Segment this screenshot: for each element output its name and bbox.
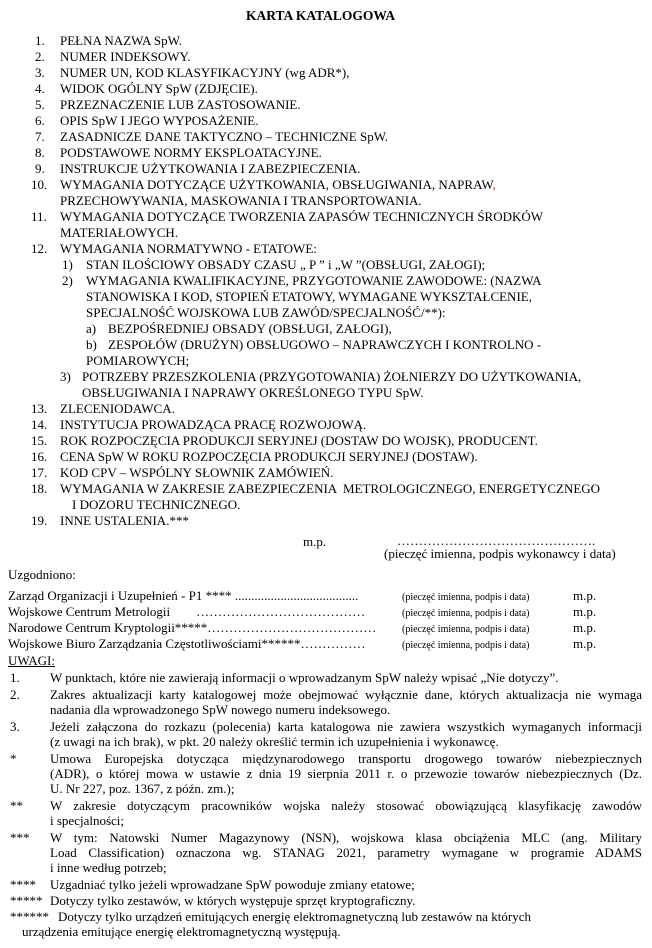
list-num: 18. [31,481,48,496]
list-item-continuation: PRZECHOWYWANIA, MASKOWANIA I TRANSPORTOWANIA. [60,193,422,208]
list-num: 19. [31,513,48,528]
list-item [60,178,496,192]
note-text: Uzgadniać tylko jeżeli wprowadzane SpW powoduje zmiany etatowe; [50,877,415,892]
list-num: 8. [35,145,45,160]
list-item: PEŁNA NAZWA SpW. [60,33,182,48]
approval-row-caption: (pieczęć imienna, podpis i data) [402,592,530,603]
note-text: Dotyczy tylko zestawów, w których występuje sprzęt kryptograficzny. [50,893,416,908]
list-subsubitem: ZESPOŁÓW (DRUŻYN) OBSŁUGOWO – NAPRAWCZYCH I KONTROLNO - [108,337,542,352]
list-num: 9. [35,161,45,176]
list-subitem-continuation: STANOWISKA I KOD, STOPIEŃ ETATOWY, WYMAGANE WYKSZTAŁCENIE, [86,289,532,304]
list-num: 3. [35,65,45,80]
list-item: WYMAGANIA W ZAKRESIE ZABEZPIECZENIA METROLOGICZNEGO, ENERGETYCZNEGO [60,481,601,496]
list-subsubnum: a) [86,321,97,336]
list-item: INSTRUKCJE UŻYTKOWANIA I ZABEZPIECZENIA. [60,161,361,176]
approval-row-name: Narodowe Centrum Kryptologii*****………………………………… [8,620,377,635]
list-subsubnum: b) [86,337,97,352]
note-text-continuation: urządzenia emitujące energię elektromagnetyczną występują. [22,924,341,939]
list-num: 7. [35,129,45,144]
note-mark: * [10,751,17,766]
list-subitem-continuation: OBSŁUGIWANIA I NAPRAWY OKREŚLONEGO TYPU SpW. [82,385,424,400]
note-mark: ** [10,798,23,813]
list-item: INNE USTALENIA.*** [60,513,189,528]
list-item: WIDOK OGÓLNY SpW (ZDJĘCIE). [60,81,258,96]
note-text-continuation: (z uwagi na ich brak), w pkt. 20 należy określić termin ich uzupełnienia i wykonawcę. [50,734,499,749]
approval-row-caption: (pieczęć imienna, podpis i data) [402,624,530,635]
list-num: 13. [31,401,48,416]
note-text-continuation: U. Nr 227, poz. 1367, z późn. zm.); [50,781,235,796]
note-text: W tym: Natowski Numer Magazynowy (NSN), wojskowa klasa obciążenia MLC (ang. Military [50,830,642,845]
list-num: 14. [31,417,48,432]
note-text: Zakres aktualizacji karty katalogowej może obejmować wyłącznie dane, których aktualizacja nie wymaga [50,687,642,702]
approval-row-mp: m.p. [573,620,597,635]
note-mark: 3. [10,719,20,734]
page-title: KARTA KATALOGOWA [246,8,396,23]
approval-row-name: Zarząd Organizacji i Uzupełnień - P1 **** ...................................... [8,588,359,603]
list-subnum: 2) [62,273,73,288]
approval-row-caption: (pieczęć imienna, podpis i data) [402,640,530,651]
note-mark: *** [10,830,30,845]
note-text: Jeżeli załączona do rozkazu (polecenia) karta katalogowa nie zawiera wszystkich wymaganych informacji [50,719,642,734]
list-item: KOD CPV – WSPÓLNY SŁOWNIK ZAMÓWIEŃ. [60,465,334,480]
note-text-continuation: (ADR), o której mowa w ustawie z dnia 19 sierpnia 2011 r. o przewozie towarów niebezpiecznych (Dz. [50,766,642,781]
list-num: 1. [35,33,45,48]
list-subnum: 3) [60,369,71,384]
signature-dots: ………………………………………. [397,533,596,548]
list-subitem: POTRZEBY PRZESZKOLENIA (PRZYGOTOWANIA) ŻOŁNIERZY DO UŻYTKOWANIA, [82,369,582,384]
list-item: ROK ROZPOCZĘCIA PRODUKCJI SERYJNEJ (DOSTAW DO WOJSK), PRODUCENT. [60,433,538,448]
list-item: ZASADNICZE DANE TAKTYCZNO – TECHNICZNE SpW. [60,129,389,144]
list-num: 15. [31,433,48,448]
list-num: 17. [31,465,48,480]
list-item: INSTYTUCJA PROWADZĄCA PRACĘ ROZWOJOWĄ. [60,417,367,432]
list-item-continuation: I DOZORU TECHNICZNEGO. [72,497,241,512]
list-subitem: STAN ILOŚCIOWY OBSADY CZASU „ P ” i „W ”(OBSŁUGI, ZAŁOGI); [86,257,486,272]
list-num: 5. [35,97,45,112]
list-num: 12. [31,241,48,256]
list-item: OPIS SpW I JEGO WYPOSAŻENIE. [60,113,259,128]
note-text: Umowa Europejska dotycząca międzynarodowego transportu drogowego towarów niebezpiecznych [50,751,642,766]
note-mark: **** [10,877,36,892]
list-subsubitem-continuation: POMIAROWYCH; [86,353,190,368]
list-item: NUMER INDEKSOWY. [60,49,191,64]
approval-heading: Uzgodniono: [8,567,76,582]
note-text-continuation: i inne według potrzeb; [50,860,167,875]
approval-row-name: Wojskowe Centrum Metrologii ………………………………… [8,604,366,619]
note-mark: ****** [10,909,49,924]
list-item: NUMER UN, KOD KLASYFIKACYJNY (wg ADR*), [60,65,350,80]
list-subitem-continuation: SPECJALNOŚĆ WOJSKOWA LUB ZAWÓD/SPECJALNOŚĆ/**): [86,305,446,320]
list-num: 11. [31,209,47,224]
stamp-mp: m.p. [303,534,327,549]
list-num: 16. [31,449,48,464]
list-item-line: WYMAGANIA DOTYCZĄCE UŻYTKOWANIA, OBSŁUGIWANIA, NAPRAW [60,177,493,192]
notes-heading: UWAGI: [8,653,55,668]
approval-row-mp: m.p. [573,636,597,651]
note-text: W punktach, które nie zawierają informacji o wprowadzanym SpW należy wpisać „Nie dotyczy”. [50,670,559,685]
note-text-continuation: Load Classification) oznaczona wg. STANAG 2021, parametry wymagane w programie ADAMS [50,845,642,860]
approval-row-mp: m.p. [573,588,597,603]
note-mark: ***** [10,893,43,908]
list-item: WYMAGANIA DOTYCZĄCE TWORZENIA ZAPASÓW TECHNICZNYCH ŚRODKÓW [60,209,544,224]
list-item: ZLECENIODAWCA. [60,401,175,416]
approval-row-caption: (pieczęć imienna, podpis i data) [402,608,530,619]
approval-row-name: Wojskowe Biuro Zarządzania Częstotliwościami******…………… [8,636,366,651]
list-num: 2. [35,49,45,64]
list-item: CENA SpW W ROKU ROZPOCZĘCIA PRODUKCJI SERYJNEJ (DOSTAW). [60,449,478,464]
note-text-continuation: i specjalności; [50,813,125,828]
note-mark: 1. [10,670,20,685]
approval-row-mp: m.p. [573,604,597,619]
list-item: WYMAGANIA NORMATYWNO - ETATOWE: [60,241,317,256]
list-subitem: WYMAGANIA KWALIFIKACYJNE, PRZYGOTOWANIE ZAWODOWE: (NAZWA [86,273,542,288]
note-text-continuation: nadania dla wprowadzonego SpW nowego numeru indeksowego. [50,702,391,717]
note-text: W zakresie dotyczącym pracowników wojska należy stosować obowiązującą klasyfikację zawodów [50,798,642,813]
note-mark: 2. [10,687,20,702]
list-subsubitem: BEZPOŚREDNIEJ OBSADY (OBSŁUGI, ZAŁOGI), [108,321,392,336]
list-item-continuation: MATERIAŁOWYCH. [60,225,179,240]
list-item-mark: , [492,177,496,192]
list-item: PODSTAWOWE NORMY EKSPLOATACYJNE. [60,145,322,160]
note-text: Dotyczy tylko urządzeń emitujących energię elektromagnetyczną lub zestawów na których [58,909,531,924]
list-num: 6. [35,113,45,128]
signature-caption: (pieczęć imienna, podpis wykonawcy i data) [384,546,616,561]
list-item: PRZEZNACZENIE LUB ZASTOSOWANIE. [60,97,301,112]
list-num: 10. [31,177,48,192]
list-num: 4. [35,81,45,96]
list-subnum: 1) [62,257,73,272]
